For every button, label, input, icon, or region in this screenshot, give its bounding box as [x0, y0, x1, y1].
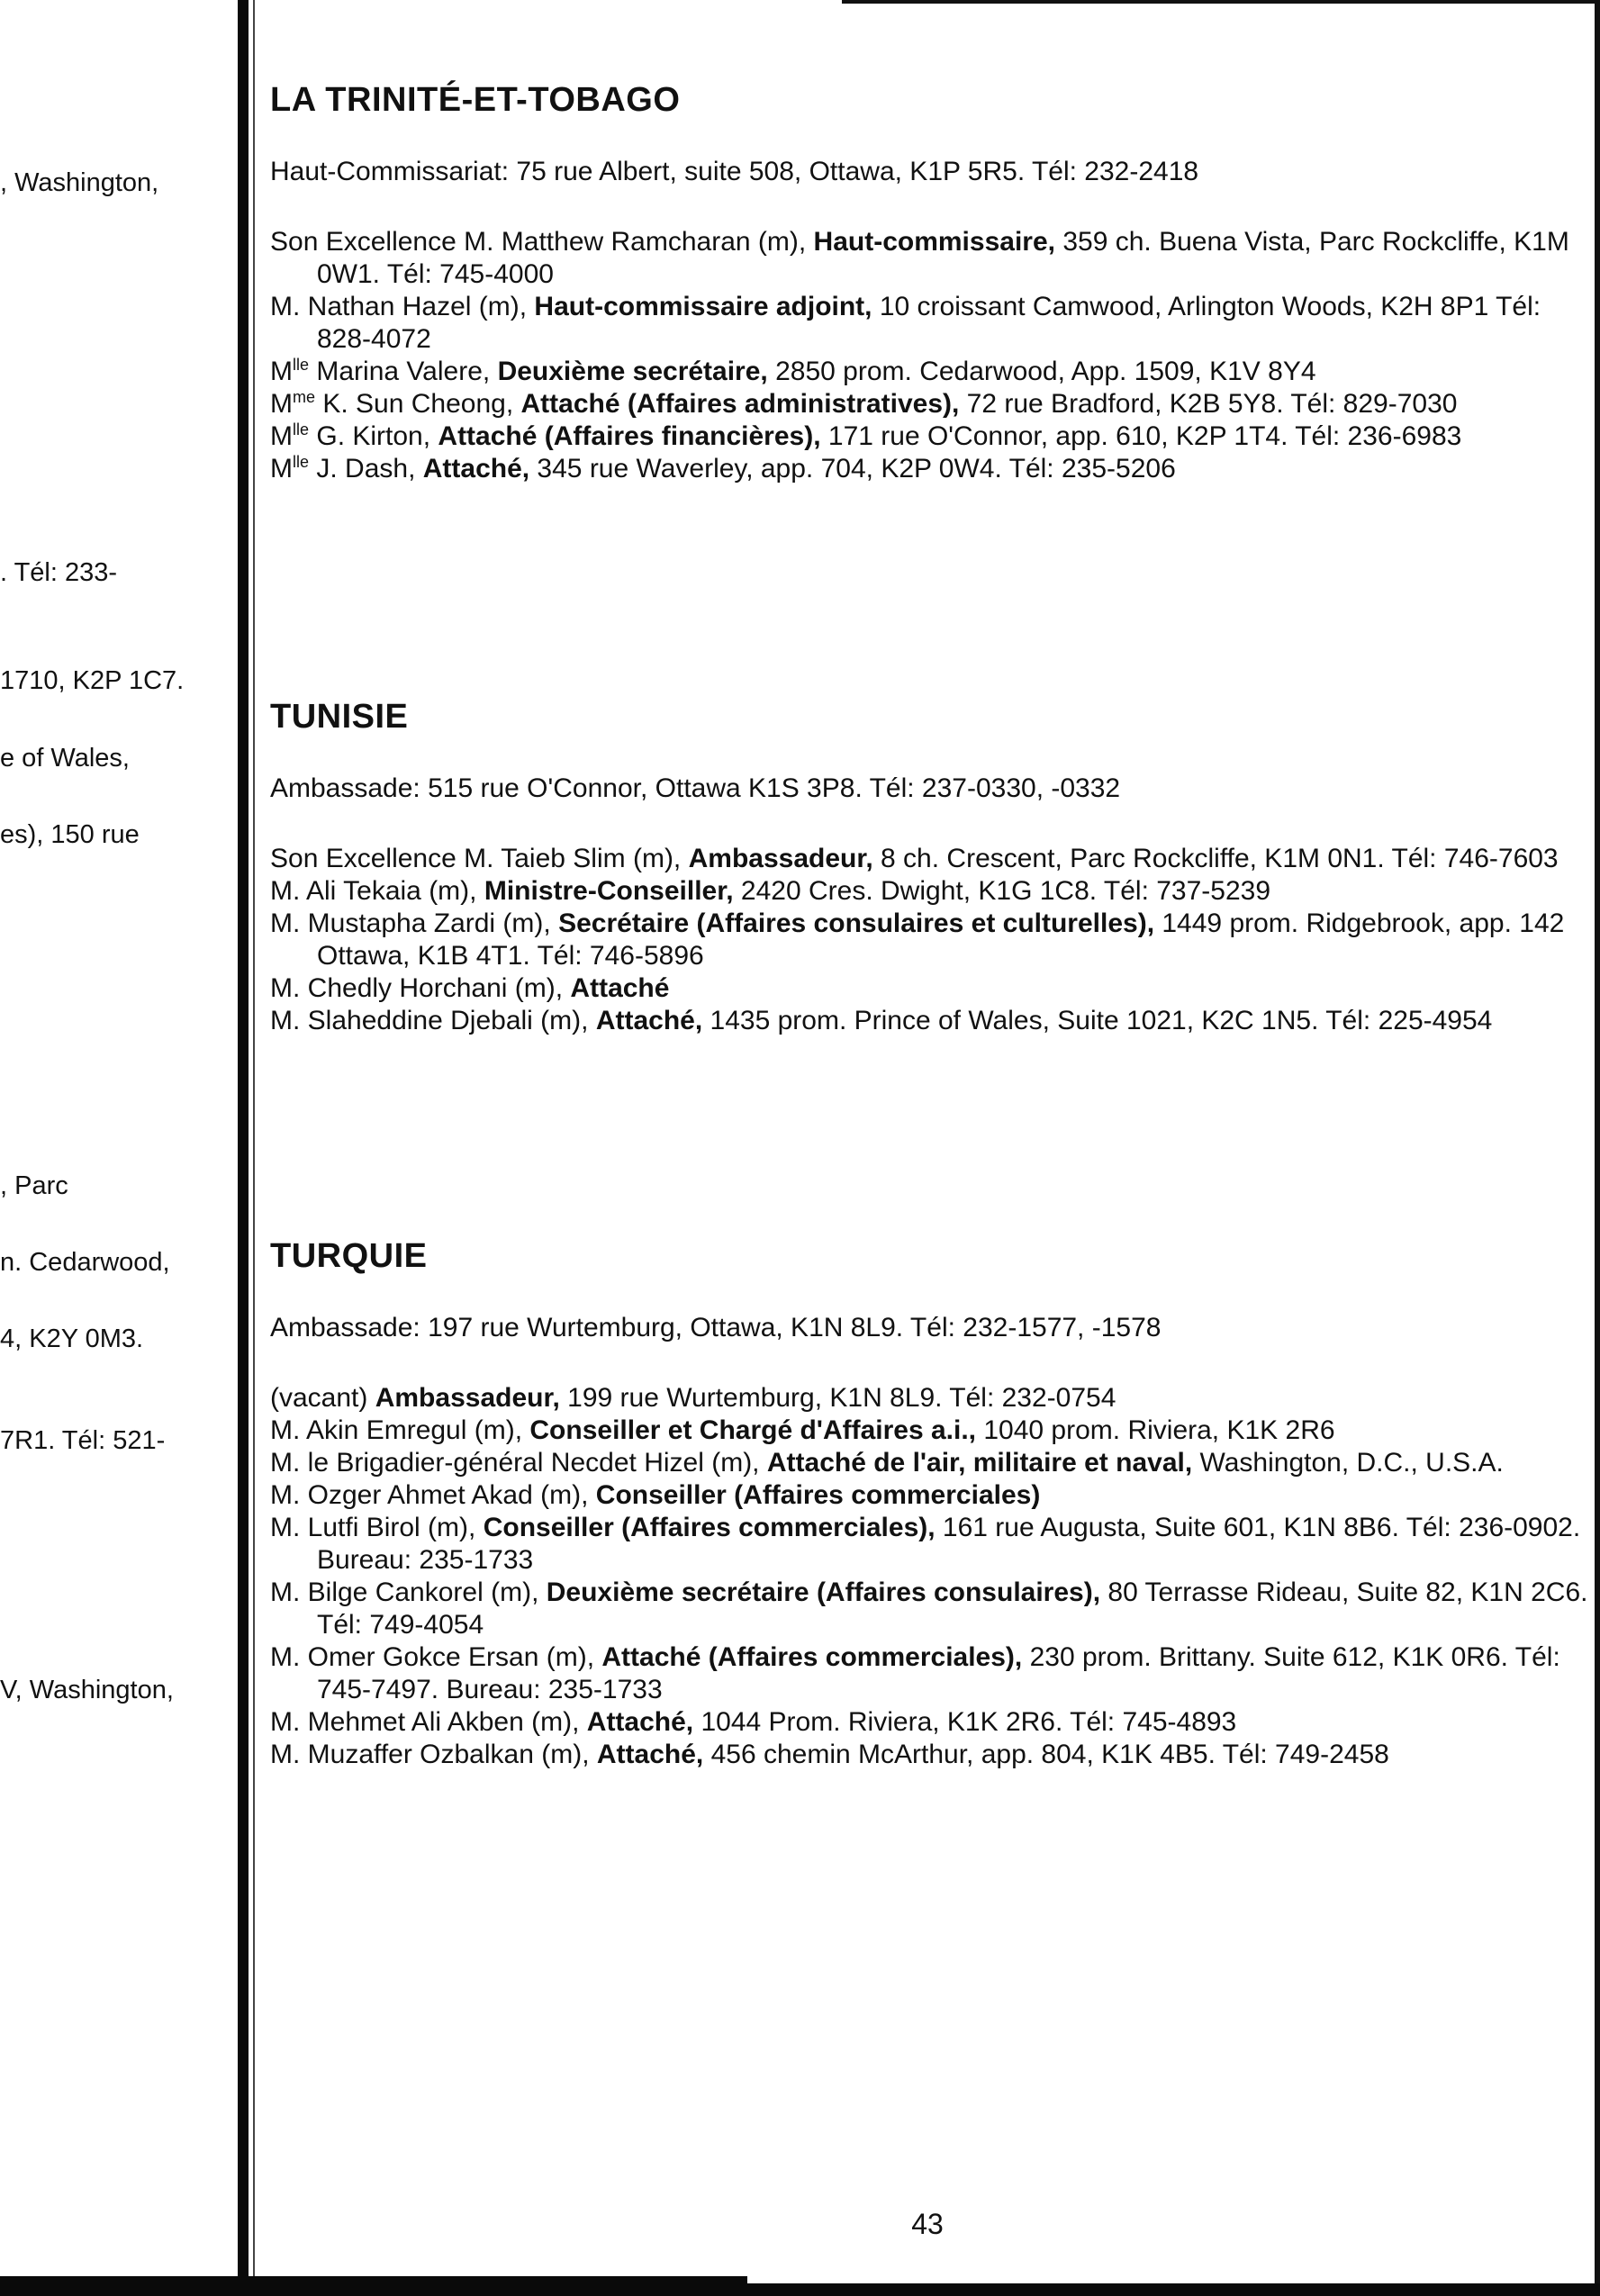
- section-trinite: [270, 81, 1594, 485]
- binding-rule: [253, 0, 255, 2296]
- gutter-fragment: 7R1. Tél: 521-: [0, 1426, 166, 1455]
- gutter-fragment: 4, K2Y 0M3.: [0, 1324, 144, 1353]
- staff-entry: M. Ozger Ahmet Akad (m), Conseiller (Affaires commerciales): [270, 1480, 1041, 1510]
- bottom-border: [747, 2283, 1600, 2296]
- gutter-fragment: es), 150 rue: [0, 820, 140, 849]
- staff-entry: M. Lutfi Birol (m), Conseiller (Affaires commerciales), 161 rue Augusta, Suite 601, K1N 8B6. Tél: 236-0902. Bureau: 235-1733: [270, 1513, 1581, 1575]
- staff-entry: M. Nathan Hazel (m), Haut-commissaire adjoint, 10 croissant Camwood, Arlington Woods, K2H 8P1 Tél: 828-4072: [270, 292, 1541, 354]
- staff-entry: $M^{lle}$ J. Dash, Attaché, 345 rue Waverley, app. 704, K2P 0W4. Tél: 235-5206: [270, 453, 1176, 484]
- right-border: [1595, 0, 1600, 2296]
- section-turquie: [270, 1237, 1594, 1771]
- mission-address: Ambassade: 515 rue O'Connor, Ottawa K1S 3P8. Tél: 237-0330, -0332: [270, 773, 1121, 803]
- gutter-fragment: V, Washington,: [0, 1676, 174, 1704]
- staff-entry: M. Ali Tekaia (m), Ministre-Conseiller, 2420 Cres. Dwight, K1G 1C8. Tél: 737-5239: [270, 876, 1271, 906]
- staff-entry: M. Chedly Horchani (m), Attaché: [270, 973, 670, 1003]
- binding-spine: [238, 0, 249, 2296]
- staff-entry: M. Muzaffer Ozbalkan (m), Attaché, 456 chemin McArthur, app. 804, K1K 4B5. Tél: 749-2458: [270, 1740, 1389, 1769]
- staff-entry: $M^{lle}$ G. Kirton, Attaché (Affaires financières), 171 rue O'Connor, app. 610, K2P 1T4. Tél: 236-6983: [270, 420, 1462, 451]
- mission-address: Ambassade: 197 rue Wurtemburg, Ottawa, K1N 8L9. Tél: 232-1577, -1578: [270, 1313, 1162, 1342]
- staff-entry: M. Mehmet Ali Akben (m), Attaché, 1044 Prom. Riviera, K1K 2R6. Tél: 745-4893: [270, 1707, 1237, 1737]
- gutter-fragment: 1710, K2P 1C7.: [0, 666, 185, 695]
- staff-entry: (vacant) Ambassadeur, 199 rue Wurtemburg, K1N 8L9. Tél: 232-0754: [270, 1383, 1116, 1413]
- top-border: [842, 0, 1600, 4]
- gutter-fragment: n. Cedarwood,: [0, 1248, 170, 1277]
- section-title: TUNISIE: [270, 698, 409, 736]
- staff-entry: M. Omer Gokce Ersan (m), Attaché (Affaires commerciales), 230 prom. Brittany. Suite 612, K1K 0R6. Tél: 745-7497. Bureau: 235-1733: [270, 1642, 1560, 1704]
- staff-entry: Son Excellence M. Taieb Slim (m), Ambassadeur, 8 ch. Crescent, Parc Rockcliffe, K1M 0N1. Tél: 746-7603: [270, 844, 1559, 873]
- staff-entry: M. Akin Emregul (m), Conseiller et Chargé d'Affaires a.i., 1040 prom. Riviera, K1K 2R6: [270, 1415, 1335, 1445]
- staff-entry: M. Bilge Cankorel (m), Deuxième secrétaire (Affaires consulaires), 80 Terrasse Rideau, Suite 82, K1N 2C6. Tél: 749-4054: [270, 1577, 1588, 1640]
- staff-entry: M. Slaheddine Djebali (m), Attaché, 1435 prom. Prince of Wales, Suite 1021, K2C 1N5. Tél: 225-4954: [270, 1006, 1493, 1035]
- section-tunisie: [270, 698, 1594, 1037]
- section-title: LA TRINITÉ-ET-TOBAGO: [270, 81, 681, 119]
- staff-entry: $M^{me}$ K. Sun Cheong, Attaché (Affaires administratives), 72 rue Bradford, K2B 5Y8. Tél: 829-7030: [270, 388, 1458, 419]
- gutter-fragment: . Tél: 233-: [0, 558, 118, 587]
- staff-entry: Son Excellence M. Matthew Ramcharan (m), Haut-commissaire, 359 ch. Buena Vista, Parc Rockcliffe, K1M 0W1. Tél: 745-4000: [270, 227, 1569, 289]
- staff-entry: M. le Brigadier-général Necdet Hizel (m), Attaché de l'air, militaire et naval, Washington, D.C., U.S.A.: [270, 1448, 1504, 1478]
- staff-entry: M. Mustapha Zardi (m), Secrétaire (Affaires consulaires et culturelles), 1449 prom. Ridgebrook, app. 142 Ottawa, K1B 4T1. Tél: 746-5896: [270, 908, 1565, 971]
- gutter-fragment: , Parc: [0, 1171, 68, 1200]
- gutter-fragment: e of Wales,: [0, 744, 130, 773]
- page-number: 43: [911, 2208, 944, 2240]
- section-title: TURQUIE: [270, 1237, 428, 1275]
- bottom-border: [0, 2276, 747, 2296]
- staff-entry: $M^{lle}$ Marina Valere, Deuxième secrétaire, 2850 prom. Cedarwood, App. 1509, K1V 8Y4: [270, 356, 1316, 386]
- mission-address: Haut-Commissariat: 75 rue Albert, suite 508, Ottawa, K1P 5R5. Tél: 232-2418: [270, 157, 1199, 186]
- gutter-fragment: , Washington,: [0, 168, 159, 197]
